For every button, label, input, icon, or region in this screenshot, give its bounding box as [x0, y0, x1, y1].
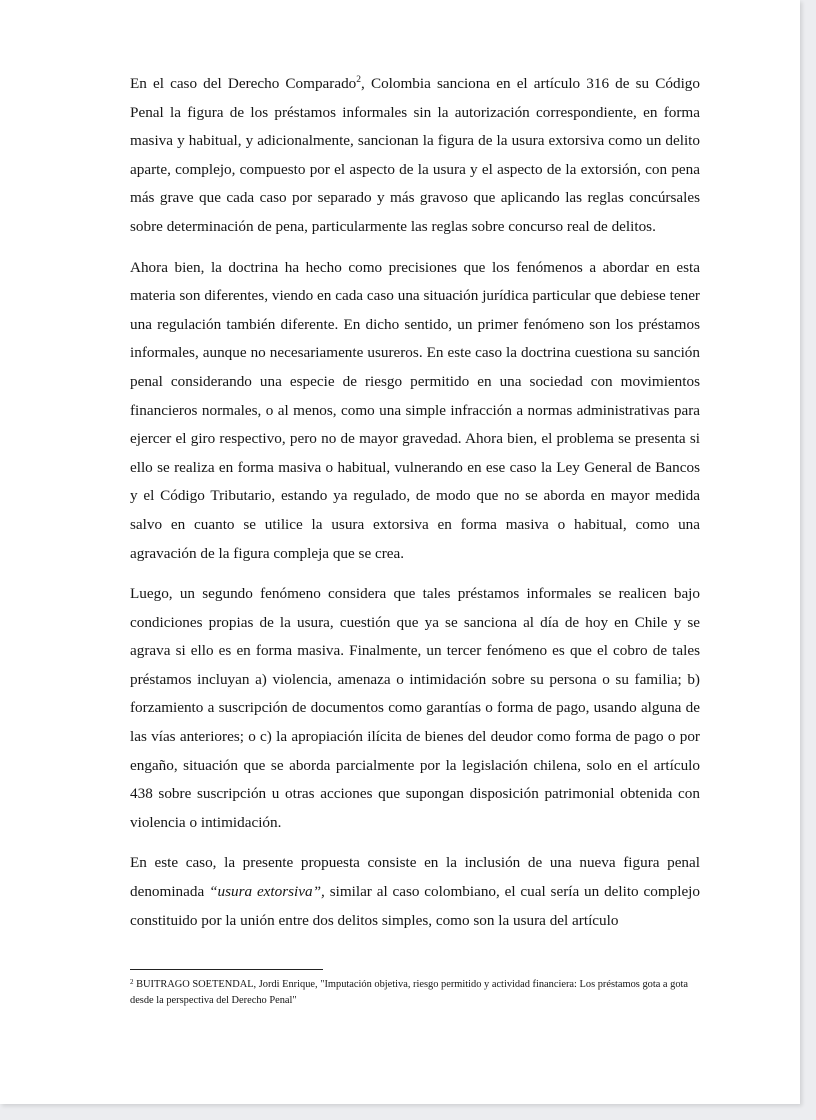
paragraph-4-rest: similar al caso colombiano, el cual sería un delito complejo constituido por la unión entre dos delitos simples, como son la usura del artículo: [130, 883, 700, 929]
paragraph-2: Ahora bien, la doctrina ha hecho como precisiones que los fenómenos a abordar en esta materia son diferentes, viendo en cada caso una situación jurídica particular que debiese tener una regulación también diferente. En dicho sentido, un primer fenómeno son los préstamos informales, aunque no necesariamente usureros. En este caso la doctrina cuestiona su sanción penal considerando una especie de riesgo permitido en una sociedad con movimientos financieros normales, o al menos, como una simple infracción a normas administrativas para ejercer el giro respectivo, pero no de mayor gravedad. Ahora bien, el problema se presenta si ello se realiza en forma masiva o habitual, vulnerando en ese caso la Ley General de Bancos y el Código Tributario, estando ya regulado, de modo que no se aborda en mayor medida salvo en cuanto se utilice la usura extorsiva en forma masiva o habitual, como una agravación de la figura compleja que se crea.: [130, 258, 700, 562]
paragraph-1: [130, 70, 700, 242]
footnote-text: BUITRAGO SOETENDAL, Jordi Enrique, "Imputación objetiva, riesgo permitido y actividad financiera: Los préstamos gota a gota desde la perspectiva del Derecho Penal": [130, 979, 689, 1006]
paragraph-4-start: En este caso, la presente propuesta consiste en la inclusión de una nueva figura penal denominada: [130, 854, 700, 901]
paragraph-4: [130, 849, 700, 935]
footnote-divider: [130, 969, 323, 970]
body-text: [130, 70, 700, 947]
paragraph-1-start: En el caso del Derecho Comparado: [130, 75, 357, 92]
italic-term: “usura extorsiva”,: [209, 883, 325, 901]
footnote: [130, 977, 700, 1008]
footnote-reference: 2: [356, 75, 362, 85]
footnote-marker: 2: [130, 978, 134, 986]
paragraph-3: Luego, un segundo fenómeno considera que tales préstamos informales se realicen bajo condiciones propias de la usura, cuestión que ya se sanciona al día de hoy en Chile y se agrava si ello es en forma masiva. Finalmente, un tercer fenómeno es que el cobro de tales préstamos incluyan a) violencia, amenaza o intimidación sobre su persona o su familia; b) forzamiento a suscripción de documentos como garantías o forma de pago, usando alguna de las vías anteriores; o c) la apropiación ilícita de bienes del deudor como forma de pago o por engaño, situación que se aborda parcialmente por la legislación chilena, solo en el artículo 438 sobre suscripción u otras acciones que supongan disposición patrimonial obtenida con violencia o intimidación.: [130, 585, 700, 831]
paragraph-1-rest: , Colombia sanciona en el artículo 316 de su Código Penal la figura de los préstamos informales sin la autorización correspondiente, en forma masiva y habitual, y adicionalmente, sancionan la figura de la usura extorsiva como un delito aparte, complejo, compuesto por el aspecto de la usura y el aspecto de la extorsión, con pena más grave que cada caso por separado y más gravoso que aplicando las reglas concúrsales sobre determinación de pena, particularmente las reglas sobre concurso real de delitos.: [130, 75, 700, 235]
